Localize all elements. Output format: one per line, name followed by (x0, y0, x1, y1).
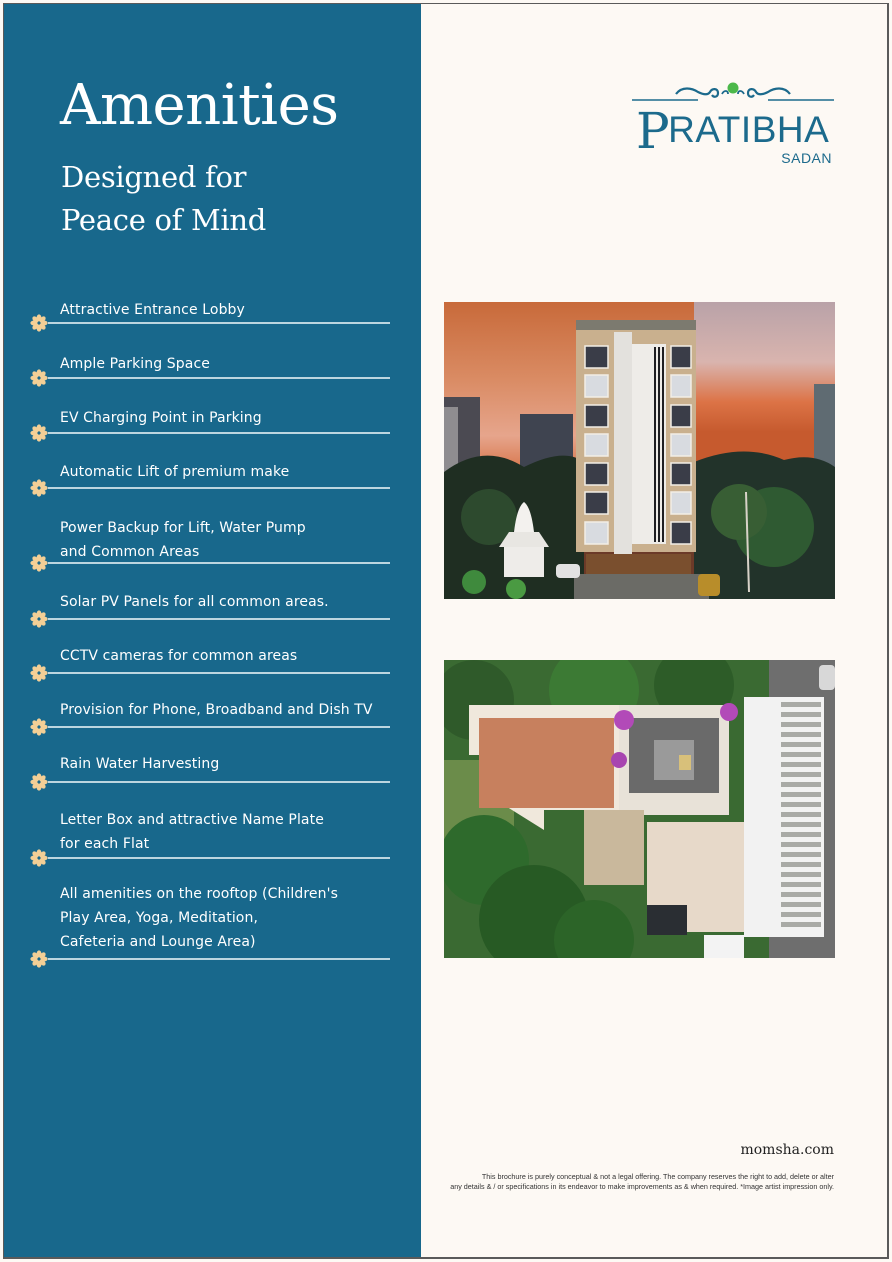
top-render-image (444, 660, 835, 958)
front-render-image (444, 302, 835, 599)
logo-subtitle: SADAN (781, 150, 832, 166)
flower-icon (30, 718, 48, 736)
subtitle-line-2: Peace of Mind (61, 203, 267, 237)
amenity-label (60, 700, 373, 721)
building-front-render (444, 302, 835, 599)
amenity-label (60, 882, 338, 954)
amenity-label-line: All amenities on the rooftop (Children's (60, 886, 338, 902)
amenity-label (60, 592, 329, 613)
flower-icon (30, 424, 48, 442)
flower-icon (30, 554, 48, 572)
amenity-label-line: Attractive Entrance Lobby (60, 302, 245, 318)
flower-icon (30, 479, 48, 497)
brochure-page (3, 3, 889, 1259)
amenity-label (60, 408, 262, 429)
scroll-ornament-icon (630, 76, 836, 104)
logo-initial: P (636, 102, 671, 160)
logo-name-rest: RATIBHA (668, 109, 830, 150)
amenity-label (60, 754, 219, 775)
amenity-divider (48, 958, 390, 960)
amenity-label (60, 808, 324, 856)
amenity-label (60, 462, 289, 483)
flower-icon (30, 950, 48, 968)
amenity-label (60, 516, 306, 564)
amenity-label (60, 646, 297, 667)
flower-icon (30, 610, 48, 628)
amenity-divider (48, 781, 390, 783)
amenity-label-line: Provision for Phone, Broadband and Dish TV (60, 702, 373, 718)
amenity-label-line: Automatic Lift of premium make (60, 464, 290, 480)
amenity-divider (48, 857, 390, 859)
amenity-divider (48, 377, 390, 379)
amenity-label-line: Play Area, Yoga, Meditation, (60, 910, 258, 926)
subtitle-line-1: Designed for (61, 160, 247, 194)
amenity-divider (48, 562, 390, 564)
green-dot (728, 83, 739, 94)
flower-icon (30, 849, 48, 867)
amenity-divider (48, 672, 390, 674)
website-link[interactable]: momsha.com (740, 1142, 834, 1158)
amenity-label-line: Ample Parking Space (60, 356, 210, 372)
amenity-label-line: for each Flat (60, 836, 150, 852)
amenity-label-line: CCTV cameras for common areas (60, 648, 298, 664)
amenity-divider (48, 618, 390, 620)
amenity-divider (48, 487, 390, 489)
amenity-label (60, 354, 210, 375)
amenity-divider (48, 726, 390, 728)
amenity-label-line: Letter Box and attractive Name Plate (60, 812, 324, 828)
page-subtitle (61, 156, 266, 242)
flower-icon (30, 773, 48, 791)
amenity-label-line: Power Backup for Lift, Water Pump (60, 520, 306, 536)
brand-logo (630, 76, 836, 176)
amenity-label-line: Cafeteria and Lounge Area) (60, 934, 256, 950)
disclaimer-text (414, 1172, 834, 1191)
page-title: Amenities (60, 73, 339, 138)
amenity-label-line: and Common Areas (60, 544, 200, 560)
amenity-label-line: EV Charging Point in Parking (60, 410, 262, 426)
amenity-divider (48, 432, 390, 434)
disclaimer-line-2: any details & / or specifications in its endeavor to make improvements as & when required. *Image artist impression only. (450, 1181, 834, 1191)
amenity-label (60, 300, 245, 321)
amenities-panel (4, 4, 421, 1257)
rooftop-aerial-render (444, 660, 835, 958)
flower-icon (30, 369, 48, 387)
amenity-label-line: Rain Water Harvesting (60, 756, 220, 772)
disclaimer-line-1: This brochure is purely conceptual & not a legal offering. The company reserves the right to add, delete or alter (481, 1172, 834, 1181)
flower-icon (30, 314, 48, 332)
amenity-label-line: Solar PV Panels for all common areas. (60, 594, 329, 610)
amenity-divider (48, 322, 390, 324)
flower-icon (30, 664, 48, 682)
